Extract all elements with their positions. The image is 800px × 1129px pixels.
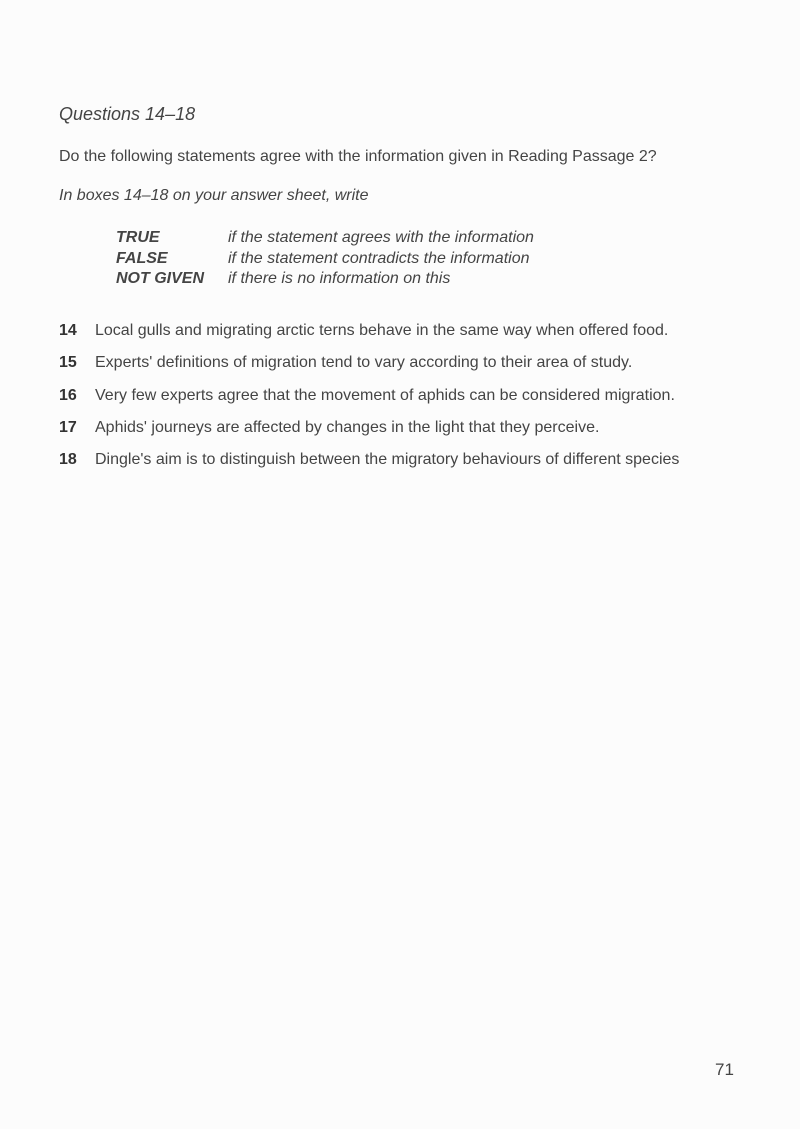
key-row-false <box>116 249 534 270</box>
page-number: 71 <box>715 1060 734 1079</box>
question-item <box>59 448 759 480</box>
key-row-not-given <box>116 269 534 290</box>
question-item <box>59 319 759 351</box>
question-list <box>59 319 759 480</box>
question-text: Aphids' journeys are affected by changes in the light that they perceive. <box>95 418 600 436</box>
answer-instruction-text: In boxes 14–18 on your answer sheet, write <box>59 187 369 204</box>
question-number: 15 <box>59 354 77 372</box>
question-text: Experts' definitions of migration tend to vary according to their area of study. <box>95 354 633 372</box>
key-row-true <box>116 228 534 249</box>
question-number: 18 <box>59 451 77 469</box>
key-term: TRUE <box>116 229 160 246</box>
question-number: 16 <box>59 386 77 404</box>
key-description: if the statement agrees with the information <box>228 229 534 246</box>
question-item <box>59 351 759 383</box>
key-term: NOT GIVEN <box>116 270 205 287</box>
question-number: 14 <box>59 322 77 339</box>
instruction-text: Do the following statements agree with the information given in Reading Passage 2? <box>59 148 657 165</box>
question-text: Very few experts agree that the movement of aphids can be considered migration. <box>95 386 675 404</box>
question-text: Local gulls and migrating arctic terns behave in the same way when offered food. <box>95 322 669 339</box>
question-text: Dingle's aim is to distinguish between the migratory behaviours of different species <box>95 451 680 469</box>
question-number: 17 <box>59 418 77 436</box>
question-item <box>59 384 759 416</box>
section-heading: Questions 14–18 <box>59 104 196 124</box>
key-description: if the statement contradicts the information <box>228 249 530 267</box>
question-item <box>59 416 759 448</box>
key-term: FALSE <box>116 249 168 267</box>
answer-key-table <box>116 228 534 290</box>
key-description: if there is no information on this <box>228 270 451 287</box>
